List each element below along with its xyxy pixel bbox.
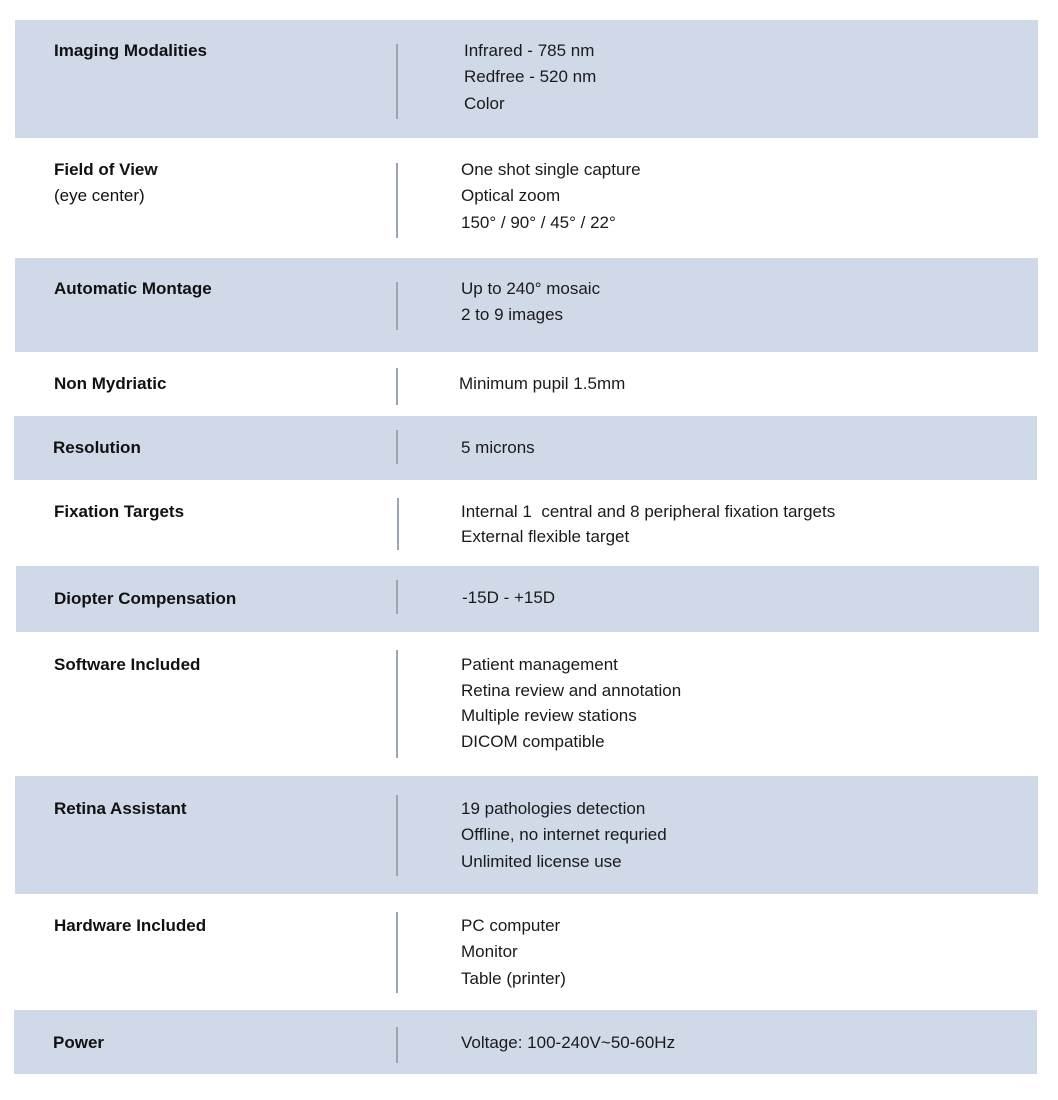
spec-values — [462, 585, 555, 611]
spec-values — [464, 38, 596, 117]
spec-label: Software Included — [54, 655, 201, 674]
row-divider — [396, 368, 398, 405]
spec-row-fixation-targets — [15, 480, 1038, 566]
spec-value: Retina review and annotation — [461, 680, 682, 700]
row-divider — [397, 498, 399, 550]
spec-value: Multiple review stations — [461, 706, 637, 726]
spec-value: Unlimited license use — [461, 851, 622, 871]
spec-value: Optical zoom — [461, 186, 561, 206]
spec-value: Patient management — [461, 655, 618, 674]
spec-value: External flexible target — [461, 527, 630, 546]
spec-value: 2 to 9 images — [461, 305, 564, 325]
spec-label: Imaging Modalities — [54, 41, 208, 60]
spec-values — [461, 276, 600, 329]
spec-value: Infrared - 785 nm — [464, 41, 595, 60]
spec-row-resolution — [14, 416, 1037, 480]
spec-values — [461, 913, 566, 992]
row-divider — [396, 795, 398, 876]
spec-values — [461, 1030, 675, 1056]
spec-row-automatic-montage — [15, 258, 1038, 352]
spec-row-diopter-compensation — [16, 566, 1039, 632]
spec-label: Hardware Included — [54, 916, 207, 935]
spec-value: 19 pathologies detection — [461, 799, 646, 818]
spec-label: Power — [53, 1033, 105, 1052]
spec-values — [461, 499, 835, 549]
spec-row-non-mydriatic — [15, 352, 1038, 416]
spec-value: 5 microns — [461, 438, 535, 457]
spec-label-group — [54, 157, 158, 209]
spec-values — [461, 796, 667, 875]
spec-row-hardware-included — [15, 894, 1038, 1010]
spec-values — [461, 157, 641, 236]
spec-value: Voltage: 100-240V~50-60Hz — [461, 1033, 676, 1052]
spec-value: Internal 1 central and 8 peripheral fixation targets — [461, 502, 836, 521]
spec-value: DICOM compatible — [461, 732, 605, 752]
spec-label: Automatic Montage — [54, 279, 212, 298]
spec-value: One shot single capture — [461, 160, 641, 179]
spec-label: Fixation Targets — [54, 502, 185, 521]
row-divider — [396, 430, 398, 464]
spec-value: -15D - +15D — [462, 588, 556, 607]
spec-values — [461, 435, 535, 461]
spec-values — [459, 371, 625, 397]
row-divider — [396, 650, 398, 758]
spec-value: Color — [464, 93, 505, 113]
spec-value: Monitor — [461, 942, 518, 962]
row-divider — [396, 163, 398, 238]
spec-value: Offline, no internet requried — [461, 825, 667, 845]
spec-label: Retina Assistant — [54, 799, 187, 818]
row-divider — [396, 1027, 398, 1063]
spec-label: Non Mydriatic — [54, 374, 167, 393]
row-divider — [396, 580, 398, 614]
spec-values — [461, 652, 681, 755]
spec-value: PC computer — [461, 916, 561, 935]
row-divider — [396, 44, 398, 119]
spec-value: Table (printer) — [461, 968, 566, 988]
spec-value: 150° / 90° / 45° / 22° — [461, 212, 616, 232]
spec-label: Diopter Compensation — [54, 589, 237, 608]
row-divider — [396, 912, 398, 993]
row-divider — [396, 282, 398, 330]
spec-row-power — [14, 1010, 1037, 1074]
spec-label: Resolution — [53, 438, 141, 457]
spec-value: Up to 240° mosaic — [461, 279, 601, 298]
spec-row-imaging-modalities — [15, 20, 1038, 138]
spec-row-software-included — [15, 632, 1038, 776]
spec-row-field-of-view — [15, 138, 1038, 258]
spec-sublabel: (eye center) — [54, 186, 145, 205]
spec-value: Minimum pupil 1.5mm — [459, 374, 626, 393]
spec-row-retina-assistant — [15, 776, 1038, 894]
spec-value: Redfree - 520 nm — [464, 67, 597, 87]
spec-label: Field of View — [54, 160, 158, 179]
